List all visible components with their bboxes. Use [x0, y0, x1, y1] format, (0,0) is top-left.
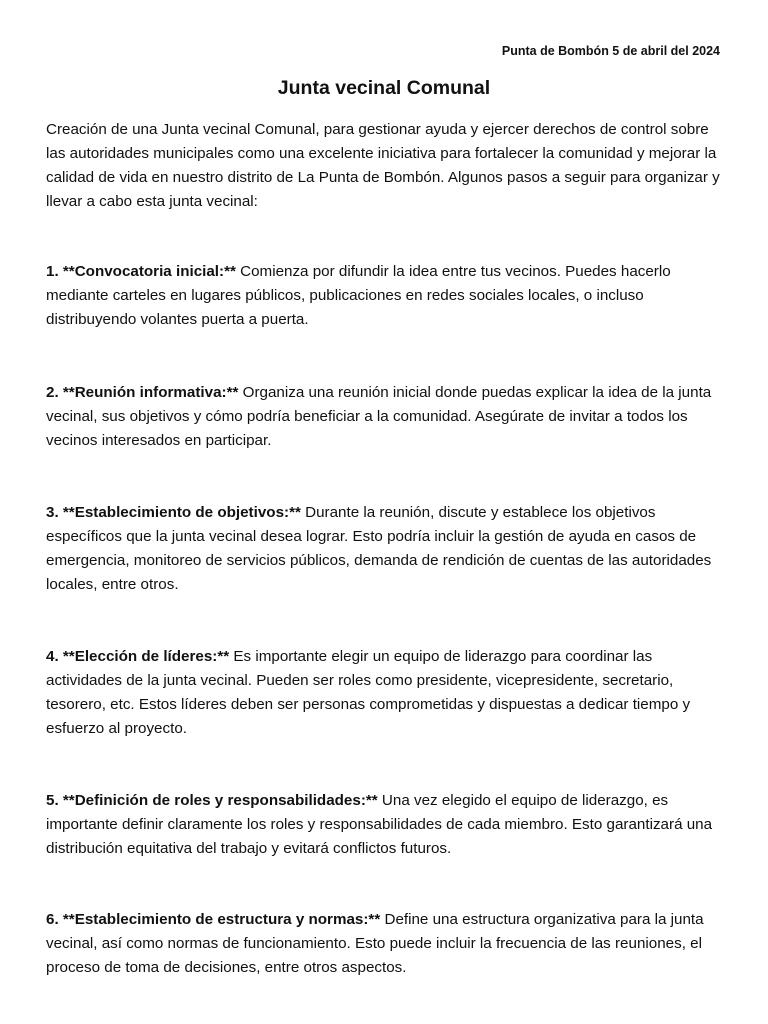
- step-2-paragraph: [46, 381, 726, 453]
- step-1-text: Comienza por difundir la idea entre tus vecinos. Puedes hacerlo mediante carteles en lugares públicos, publicaciones en redes sociales locales, o incluso distribuyendo volantes puerta a puerta.: [46, 263, 671, 328]
- step-6-text: Define una estructura organizativa para la junta vecinal, así como normas de funcionamiento. Esto puede incluir la frecuencia de las reuniones, el proceso de toma de decisiones, entre otros aspectos.: [46, 911, 704, 976]
- intro-paragraph: Creación de una Junta vecinal Comunal, para gestionar ayuda y ejercer derechos de control sobre las autoridades municipales como una excelente iniciativa para fortalecer la comunidad y mejorar la calidad de vida en nuestro distrito de La Punta de Bombón. Algunos pasos a seguir para organizar y llevar a cabo esta junta vecinal:: [46, 121, 720, 210]
- step-6-paragraph: [46, 908, 726, 980]
- step-4-heading: 4. **Elección de líderes:**: [46, 648, 230, 665]
- step-5-text: Una vez elegido el equipo de liderazgo, es importante definir claramente los roles y responsabilidades de cada miembro. Esto garantizará una distribución equitativa del trabajo y evitará conflictos futuros.: [46, 792, 713, 857]
- document-date: Punta de Bombón 5 de abril del 2024: [501, 44, 720, 58]
- step-6-heading: 6. **Establecimiento de estructura y normas:**: [46, 911, 381, 928]
- document-title: Junta vecinal Comunal: [277, 77, 491, 99]
- step-2-heading: 2. **Reunión informativa:**: [46, 384, 239, 401]
- step-3-paragraph: [46, 501, 726, 597]
- step-3-text: Durante la reunión, discute y establece los objetivos específicos que la junta vecinal desea lograr. Esto podría incluir la gestión de ayuda en casos de emergencia, monitoreo de servicios públicos, demanda de rendición de cuentas de las autoridades locales, entre otros.: [46, 504, 712, 593]
- step-4-paragraph: [46, 645, 726, 741]
- step-2-text: Organiza una reunión inicial donde puedas explicar la idea de la junta vecinal, sus objetivos y cómo podría beneficiar a la comunidad. Asegúrate de invitar a todos los vecinos interesados en participar.: [46, 384, 712, 449]
- step-1-paragraph: [46, 260, 726, 332]
- step-5-heading: 5. **Definición de roles y responsabilidades:**: [46, 792, 378, 809]
- step-1-heading: 1. **Convocatoria inicial:**: [46, 263, 236, 280]
- step-4-text: Es importante elegir un equipo de liderazgo para coordinar las actividades de la junta vecinal. Pueden ser roles como presidente, vicepresidente, secretario, tesorero, etc. Estos líderes deben ser personas comprometidas y dispuestas a dedicar tiempo y esfuerzo al proyecto.: [46, 648, 691, 737]
- step-3-heading: 3. **Establecimiento de objetivos:**: [46, 504, 301, 521]
- step-5-paragraph: [46, 789, 726, 861]
